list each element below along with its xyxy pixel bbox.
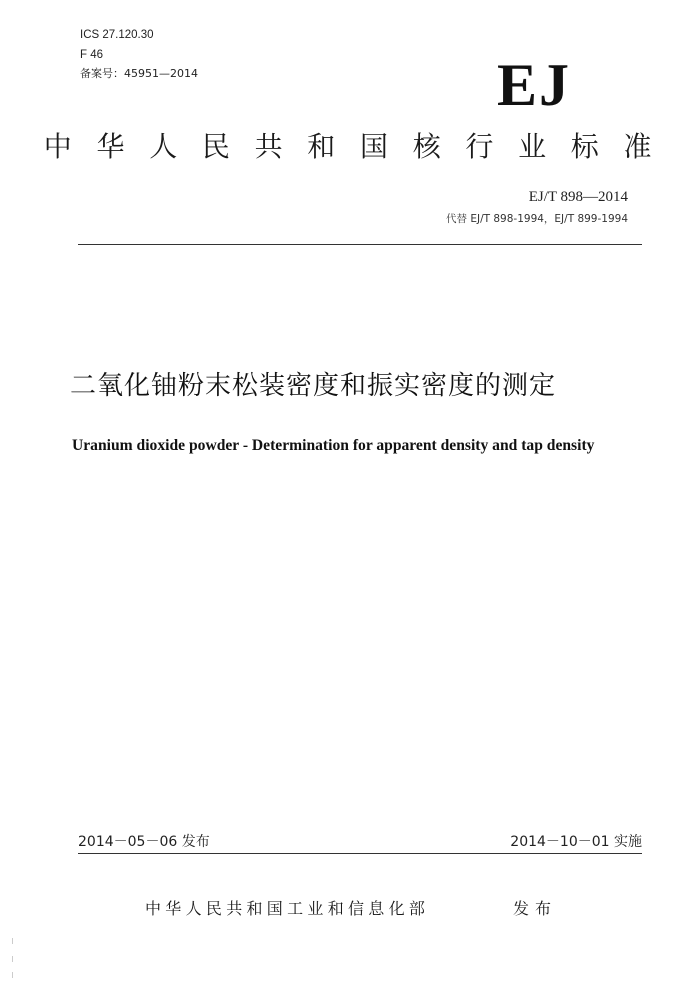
scan-mark [12, 972, 13, 978]
standard-number: EJ/T 898—2014 [528, 189, 628, 205]
header-divider [78, 244, 642, 245]
scan-mark [12, 938, 13, 944]
ej-logo: EJ [497, 52, 572, 118]
scan-mark [12, 956, 13, 962]
record-number: 备案号：45951—2014 [80, 67, 198, 80]
document-title-en: Uranium dioxide powder - Determination for apparent density and tap density [72, 437, 595, 454]
document-title-cn: 二氧化铀粉末松装密度和振实密度的测定 [70, 371, 557, 401]
issue-date: 2014－05－06 发布 [78, 834, 210, 850]
publisher-name: 中华人民共和国工业和信息化部 [145, 899, 430, 918]
publish-label: 发布 [513, 899, 558, 918]
standard-class-heading: 中华人民共和国核行业标准 [43, 130, 677, 163]
implementation-date: 2014－10－01 实施 [510, 834, 642, 850]
ics-code: ICS 27.120.30 [80, 29, 154, 41]
ccs-code: F 46 [80, 49, 104, 61]
footer-divider [78, 853, 642, 854]
replaces-note: 代替 EJ/T 898-1994，EJ/T 899-1994 [446, 213, 628, 225]
